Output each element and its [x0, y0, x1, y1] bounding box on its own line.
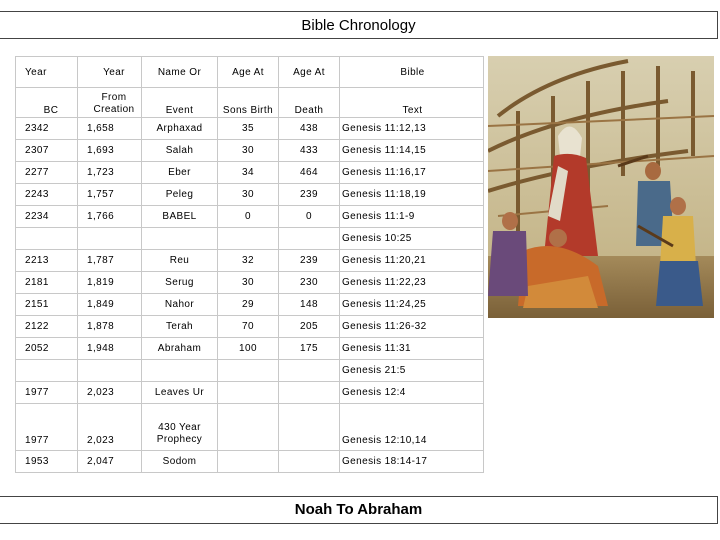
table-row	[16, 206, 484, 228]
cell-bible-text: Genesis 12:4	[340, 382, 484, 404]
cell-bible-text: Genesis 11:14,15	[340, 140, 484, 162]
cell-name-event: Peleg	[142, 184, 218, 206]
cell-year-bc: 1977	[16, 382, 78, 404]
cell-age-sons-birth	[218, 360, 279, 382]
ark-illustration	[488, 56, 714, 318]
cell-age-sons-birth	[218, 228, 279, 250]
cell-year-bc: 1977	[16, 404, 78, 451]
cell-year-bc	[16, 228, 78, 250]
cell-name-event: 430 Year Prophecy	[142, 404, 218, 451]
cell-year-creation: 2,023	[78, 404, 142, 451]
header-year-bc: Year	[16, 57, 78, 88]
cell-age-sons-birth: 29	[218, 294, 279, 316]
cell-bible-text: Genesis 11:12,13	[340, 118, 484, 140]
cell-name-event: Sodom	[142, 451, 218, 473]
table-row	[16, 316, 484, 338]
cell-year-bc: 2243	[16, 184, 78, 206]
cell-age-death	[279, 228, 340, 250]
table-row	[16, 451, 484, 473]
cell-age-death: 148	[279, 294, 340, 316]
header-age-death: Age At	[279, 57, 340, 88]
cell-year-creation: 1,723	[78, 162, 142, 184]
cell-age-sons-birth: 30	[218, 272, 279, 294]
cell-age-sons-birth: 32	[218, 250, 279, 272]
cell-age-sons-birth: 34	[218, 162, 279, 184]
cell-year-creation: 1,948	[78, 338, 142, 360]
cell-year-creation: 1,849	[78, 294, 142, 316]
cell-year-creation	[78, 360, 142, 382]
cell-year-creation: 1,787	[78, 250, 142, 272]
table-row	[16, 228, 484, 250]
cell-year-bc: 2342	[16, 118, 78, 140]
cell-age-death: 205	[279, 316, 340, 338]
header-year-creation: Year	[78, 57, 142, 88]
cell-age-death	[279, 451, 340, 473]
table-row	[16, 184, 484, 206]
cell-age-death: 464	[279, 162, 340, 184]
cell-age-death	[279, 382, 340, 404]
noah-ark-painting	[488, 56, 714, 318]
cell-age-death	[279, 404, 340, 451]
cell-age-death: 433	[279, 140, 340, 162]
cell-age-sons-birth: 100	[218, 338, 279, 360]
cell-year-creation: 2,047	[78, 451, 142, 473]
header-bible: Bible	[340, 57, 484, 88]
cell-name-event: BABEL	[142, 206, 218, 228]
table-row	[16, 162, 484, 184]
cell-age-sons-birth: 0	[218, 206, 279, 228]
cell-name-event: Terah	[142, 316, 218, 338]
cell-year-bc: 2151	[16, 294, 78, 316]
cell-year-bc: 2307	[16, 140, 78, 162]
header-row-2	[16, 88, 484, 118]
cell-age-death: 230	[279, 272, 340, 294]
header-row-1	[16, 57, 484, 88]
cell-year-creation	[78, 228, 142, 250]
cell-bible-text: Genesis 11:16,17	[340, 162, 484, 184]
header-from-creation: From Creation	[78, 88, 142, 118]
cell-age-sons-birth: 30	[218, 140, 279, 162]
cell-bible-text: Genesis 11:18,19	[340, 184, 484, 206]
cell-name-event: Salah	[142, 140, 218, 162]
footer-box	[0, 496, 718, 524]
cell-age-sons-birth	[218, 451, 279, 473]
cell-bible-text: Genesis 11:24,25	[340, 294, 484, 316]
cell-name-event: Eber	[142, 162, 218, 184]
cell-bible-text: Genesis 18:14-17	[340, 451, 484, 473]
cell-year-bc: 2122	[16, 316, 78, 338]
header-text: Text	[340, 88, 484, 118]
cell-age-sons-birth	[218, 404, 279, 451]
header-age-birth: Age At	[218, 57, 279, 88]
cell-name-event: Reu	[142, 250, 218, 272]
cell-bible-text: Genesis 11:20,21	[340, 250, 484, 272]
cell-year-creation: 1,757	[78, 184, 142, 206]
cell-year-bc	[16, 360, 78, 382]
cell-year-bc: 2277	[16, 162, 78, 184]
table-row	[16, 250, 484, 272]
table-row	[16, 272, 484, 294]
cell-year-creation: 1,878	[78, 316, 142, 338]
cell-year-bc: 2181	[16, 272, 78, 294]
table-row	[16, 404, 484, 451]
cell-bible-text: Genesis 12:10,14	[340, 404, 484, 451]
cell-year-creation: 1,819	[78, 272, 142, 294]
cell-year-bc: 1953	[16, 451, 78, 473]
cell-name-event: Nahor	[142, 294, 218, 316]
cell-age-sons-birth: 70	[218, 316, 279, 338]
header-sons-birth: Sons Birth	[218, 88, 279, 118]
cell-age-sons-birth: 35	[218, 118, 279, 140]
cell-year-creation: 1,693	[78, 140, 142, 162]
table-row	[16, 382, 484, 404]
header-bc: BC	[16, 88, 78, 118]
table-row	[16, 118, 484, 140]
cell-year-bc: 2234	[16, 206, 78, 228]
cell-year-creation: 1,766	[78, 206, 142, 228]
chronology-table	[15, 56, 484, 473]
cell-name-event: Leaves Ur	[142, 382, 218, 404]
cell-year-bc: 2213	[16, 250, 78, 272]
header-event: Event	[142, 88, 218, 118]
cell-year-creation: 1,658	[78, 118, 142, 140]
table-row	[16, 294, 484, 316]
cell-name-event: Arphaxad	[142, 118, 218, 140]
cell-age-death: 438	[279, 118, 340, 140]
footer-title: Noah To Abraham	[294, 501, 423, 518]
cell-year-bc: 2052	[16, 338, 78, 360]
cell-bible-text: Genesis 11:31	[340, 338, 484, 360]
cell-age-death: 239	[279, 250, 340, 272]
cell-bible-text: Genesis 11:26-32	[340, 316, 484, 338]
cell-name-event	[142, 228, 218, 250]
cell-age-sons-birth: 30	[218, 184, 279, 206]
cell-name-event: Serug	[142, 272, 218, 294]
header-death: Death	[279, 88, 340, 118]
cell-bible-text: Genesis 11:22,23	[340, 272, 484, 294]
table-row	[16, 338, 484, 360]
cell-age-death	[279, 360, 340, 382]
cell-age-sons-birth	[218, 382, 279, 404]
header-name: Name Or	[142, 57, 218, 88]
cell-bible-text: Genesis 11:1-9	[340, 206, 484, 228]
title-box	[0, 11, 718, 39]
cell-name-event: Abraham	[142, 338, 218, 360]
page-title: Bible Chronology	[301, 17, 416, 34]
cell-bible-text: Genesis 21:5	[340, 360, 484, 382]
cell-name-event	[142, 360, 218, 382]
cell-bible-text: Genesis 10:25	[340, 228, 484, 250]
cell-age-death: 175	[279, 338, 340, 360]
cell-age-death: 239	[279, 184, 340, 206]
table-row	[16, 360, 484, 382]
cell-age-death: 0	[279, 206, 340, 228]
table-row	[16, 140, 484, 162]
cell-year-creation: 2,023	[78, 382, 142, 404]
